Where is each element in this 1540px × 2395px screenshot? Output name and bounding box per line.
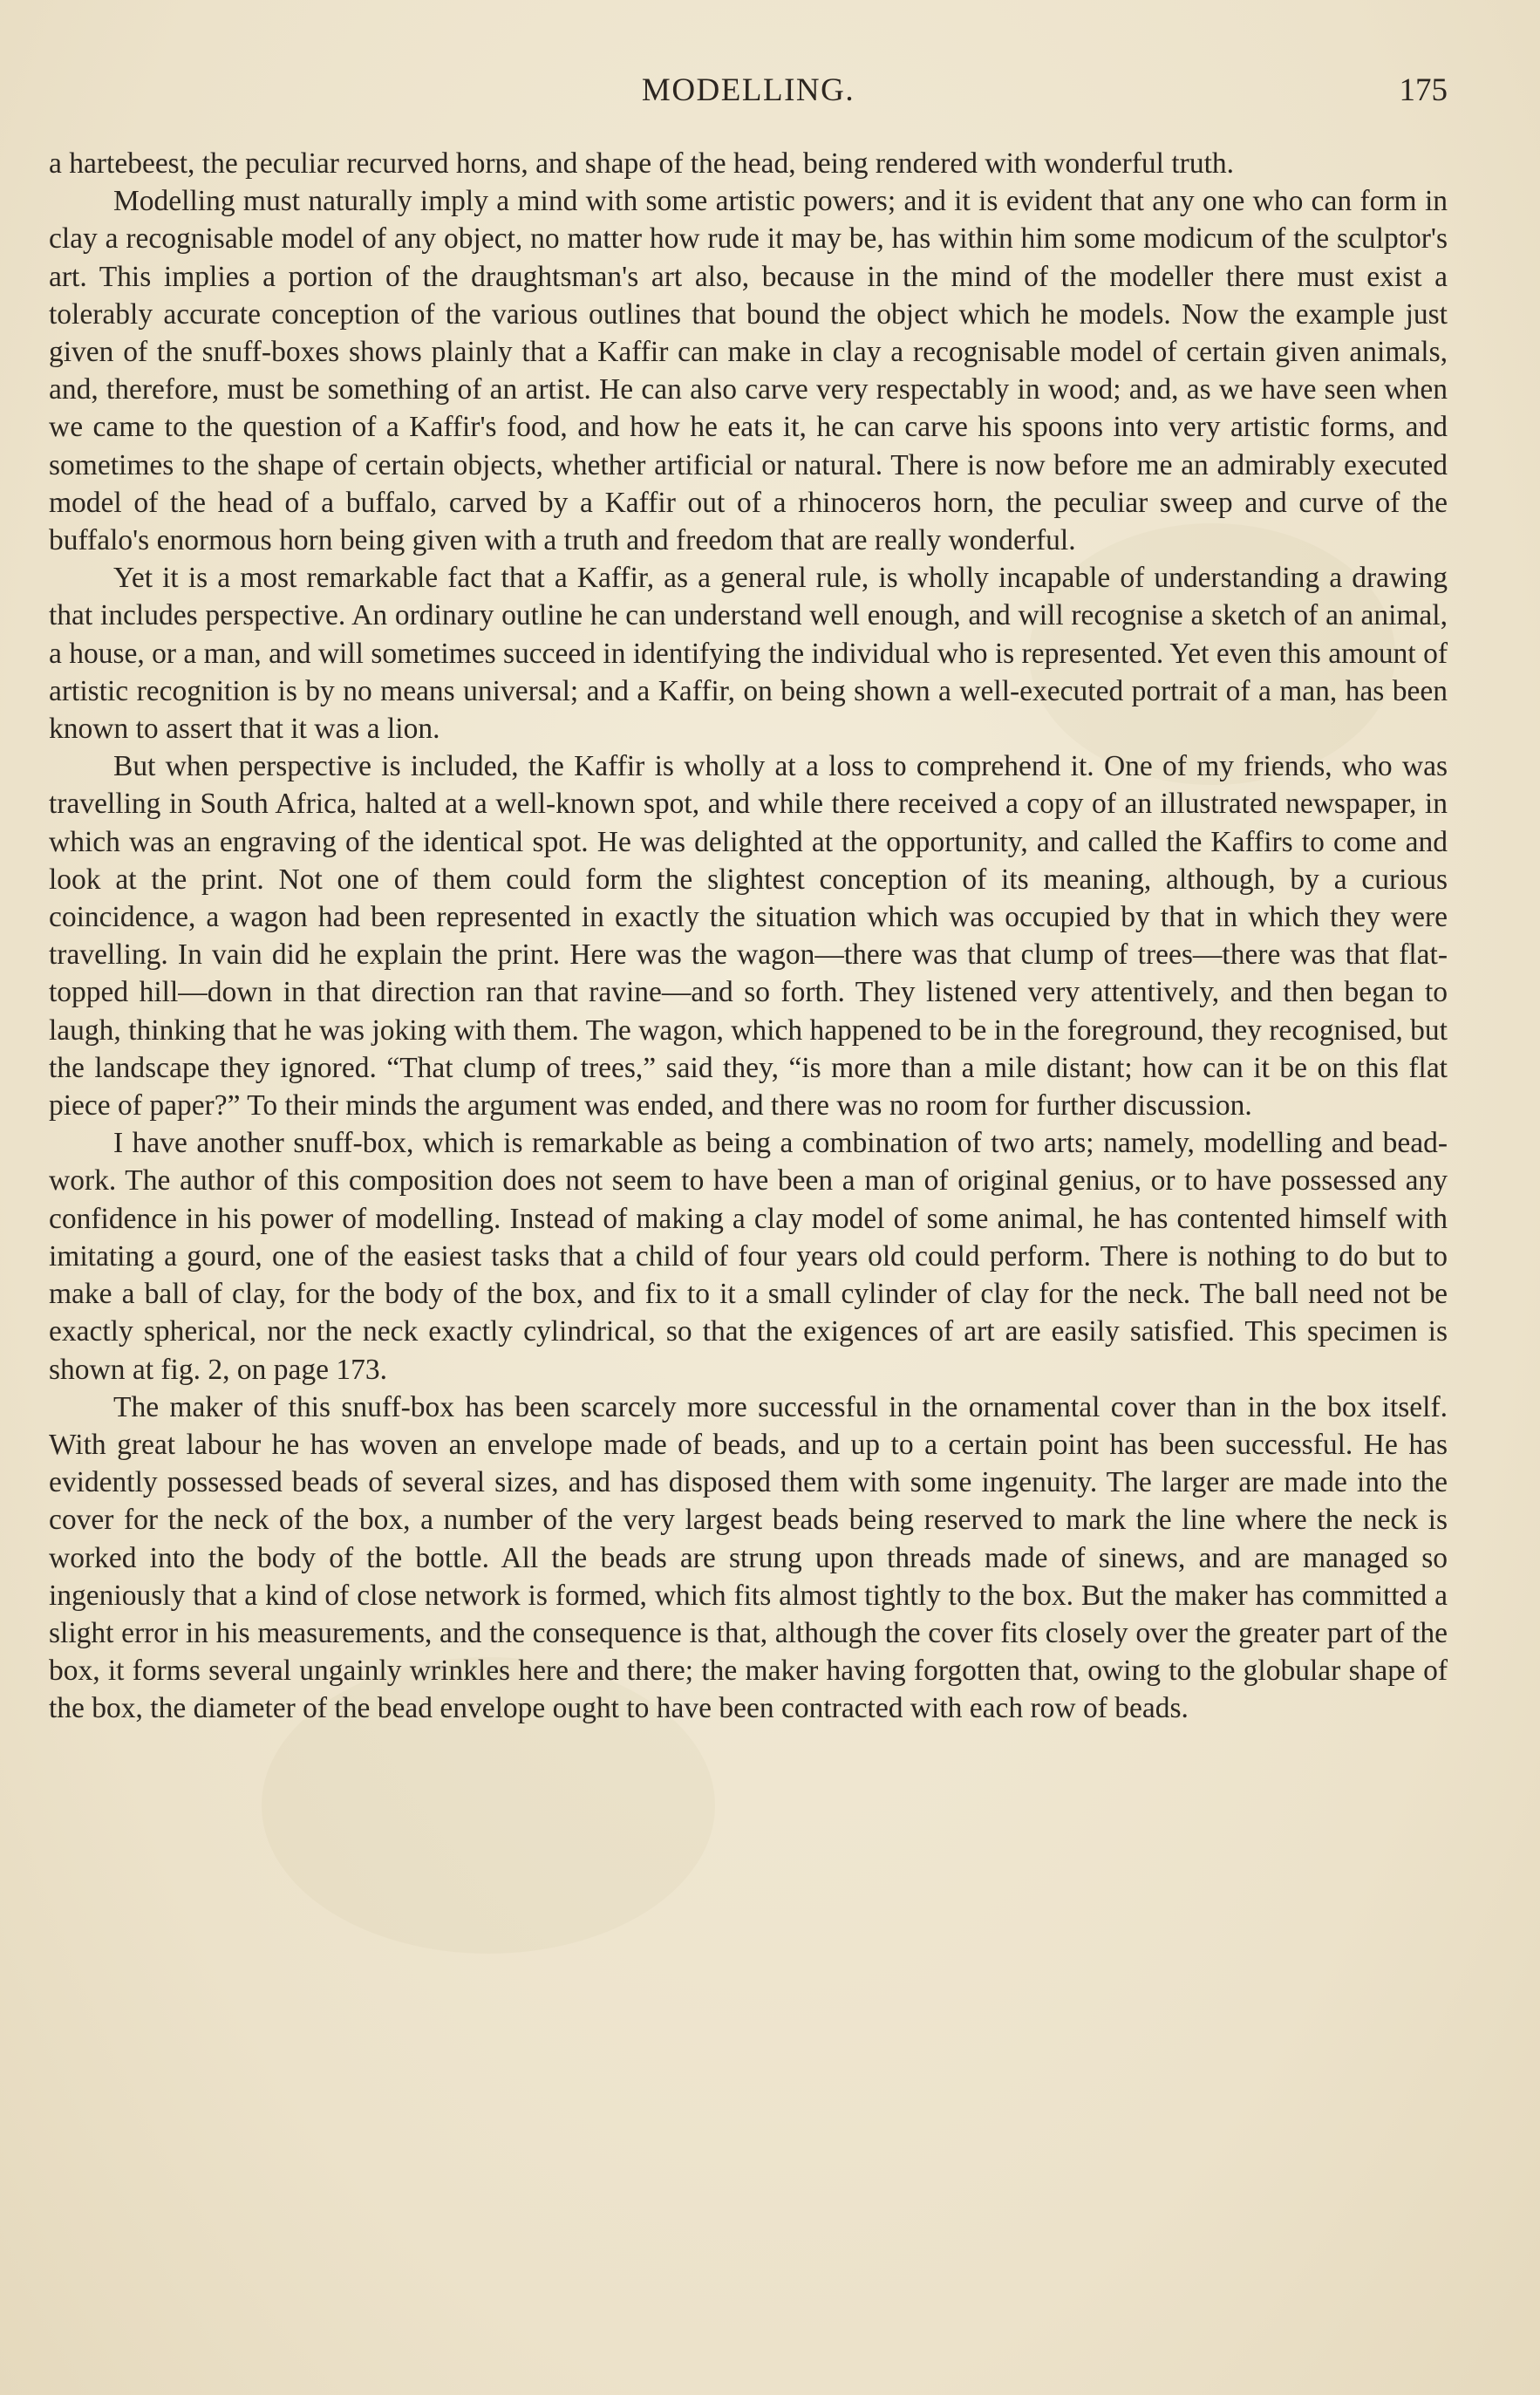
paragraph: Yet it is a most remarkable fact that a Kaffir, as a general rule, is wholly incapable of understanding a drawing that includes perspective. An ordinary outline he can understand well enough, and will recognise a sketch of an animal, a house, or a man, and will sometimes succeed in identifying the individual who is represented. Yet even this amount of artistic recognition is by no means universal; and a Kaffir, on being shown a well-executed portrait of a man, has been known to assert that it was a lion. (49, 562, 1448, 746)
body-text (49, 145, 1448, 1728)
running-head: MODELLING. (641, 72, 855, 108)
paragraph: The maker of this snuff-box has been scarcely more successful in the ornamental cover than in the box itself. With great labour he has woven an envelope made of beads, and up to a certain point has been successful. He has evidently possessed beads of several sizes, and has disposed them with some ingenuity. The larger are made into the cover for the neck of the box, a number of the very largest beads being reserved to mark the line where the neck is worked into the body of the bottle. All the beads are strung upon threads made of sinews, and are managed so ingeniously that a kind of close network is formed, which fits almost tightly to the box. But the maker has committed a slight error in his measurements, and the consequence is that, although the cover fits closely over the greater part of the box, it forms several ungainly wrinkles here and there; the maker having forgotten that, owing to the globular shape of the box, the diameter of the bead envelope ought to have been contracted with each row of beads. (49, 1390, 1448, 1725)
paragraph: a hartebeest, the peculiar recurved horns, and shape of the head, being rendered with wonderful truth. (49, 147, 1235, 180)
paragraph: But when perspective is included, the Kaffir is wholly at a loss to comprehend it. One of my friends, who was travelling in South Africa, halted at a well-known spot, and while there received a copy of an illustrated newspaper, in which was an engraving of the identical spot. He was delighted at the opportunity, and called the Kaffirs to come and look at the print. Not one of them could form the slightest conception of its meaning, although, by a curious coincidence, a wagon had been represented in exactly the situation which was occupied by that in which they were travelling. In vain did he explain the print. Here was the wagon—there was that clump of trees—there was that flat-topped hill—down in that direction ran that ravine—and so forth. They listened very attentively, and then began to laugh, thinking that he was joking with them. The wagon, which happened to be in the foreground, they recognised, but the landscape they ignored. “That clump of trees,” said they, “is more than a mile distant; how can it be on this flat piece of paper?” To their minds the argument was ended, and there was no room for further discussion. (49, 750, 1448, 1122)
paragraph: I have another snuff-box, which is remarkable as being a combination of two arts; namely, modelling and bead-work. The author of this composition does not seem to have been a man of original genius, or to have possessed any confidence in his power of modelling. Instead of making a clay model of some animal, he has contented himself with imitating a gourd, one of the easiest tasks that a child of four years old could perform. There is nothing to do but to make a ball of clay, for the body of the box, and fix to it a small cylinder of clay for the neck. The ball need not be exactly spherical, nor the neck exactly cylindrical, so that the exigences of art are easily satisfied. This specimen is shown at fig. 2, on page 173. (49, 1127, 1448, 1386)
paragraph: Modelling must naturally imply a mind with some artistic powers; and it is evident that any one who can form in clay a recognisable model of any object, no matter how rude it may be, has within him some modicum of the sculptor's art. This implies a portion of the draughtsman's art also, because in the mind of the modeller there must exist a tolerably accurate conception of the various outlines that bound the object which he models. Now the example just given of the snuff-boxes shows plainly that a Kaffir can make in clay a recognisable model of certain given animals, and, therefore, must be something of an artist. He can also carve very respectably in wood; and, as we have seen when we came to the question of a Kaffir's food, and how he eats it, he can carve his spoons into very artistic forms, and sometimes to the shape of certain objects, whether artificial or natural. There is now before me an admirably executed model of the head of a buffalo, carved by a Kaffir out of a rhinoceros horn, the peculiar sweep and curve of the buffalo's enormous horn being given with a truth and freedom that are really wonderful. (49, 185, 1448, 557)
page-header (49, 72, 1448, 120)
page-number: 175 (1399, 72, 1448, 108)
